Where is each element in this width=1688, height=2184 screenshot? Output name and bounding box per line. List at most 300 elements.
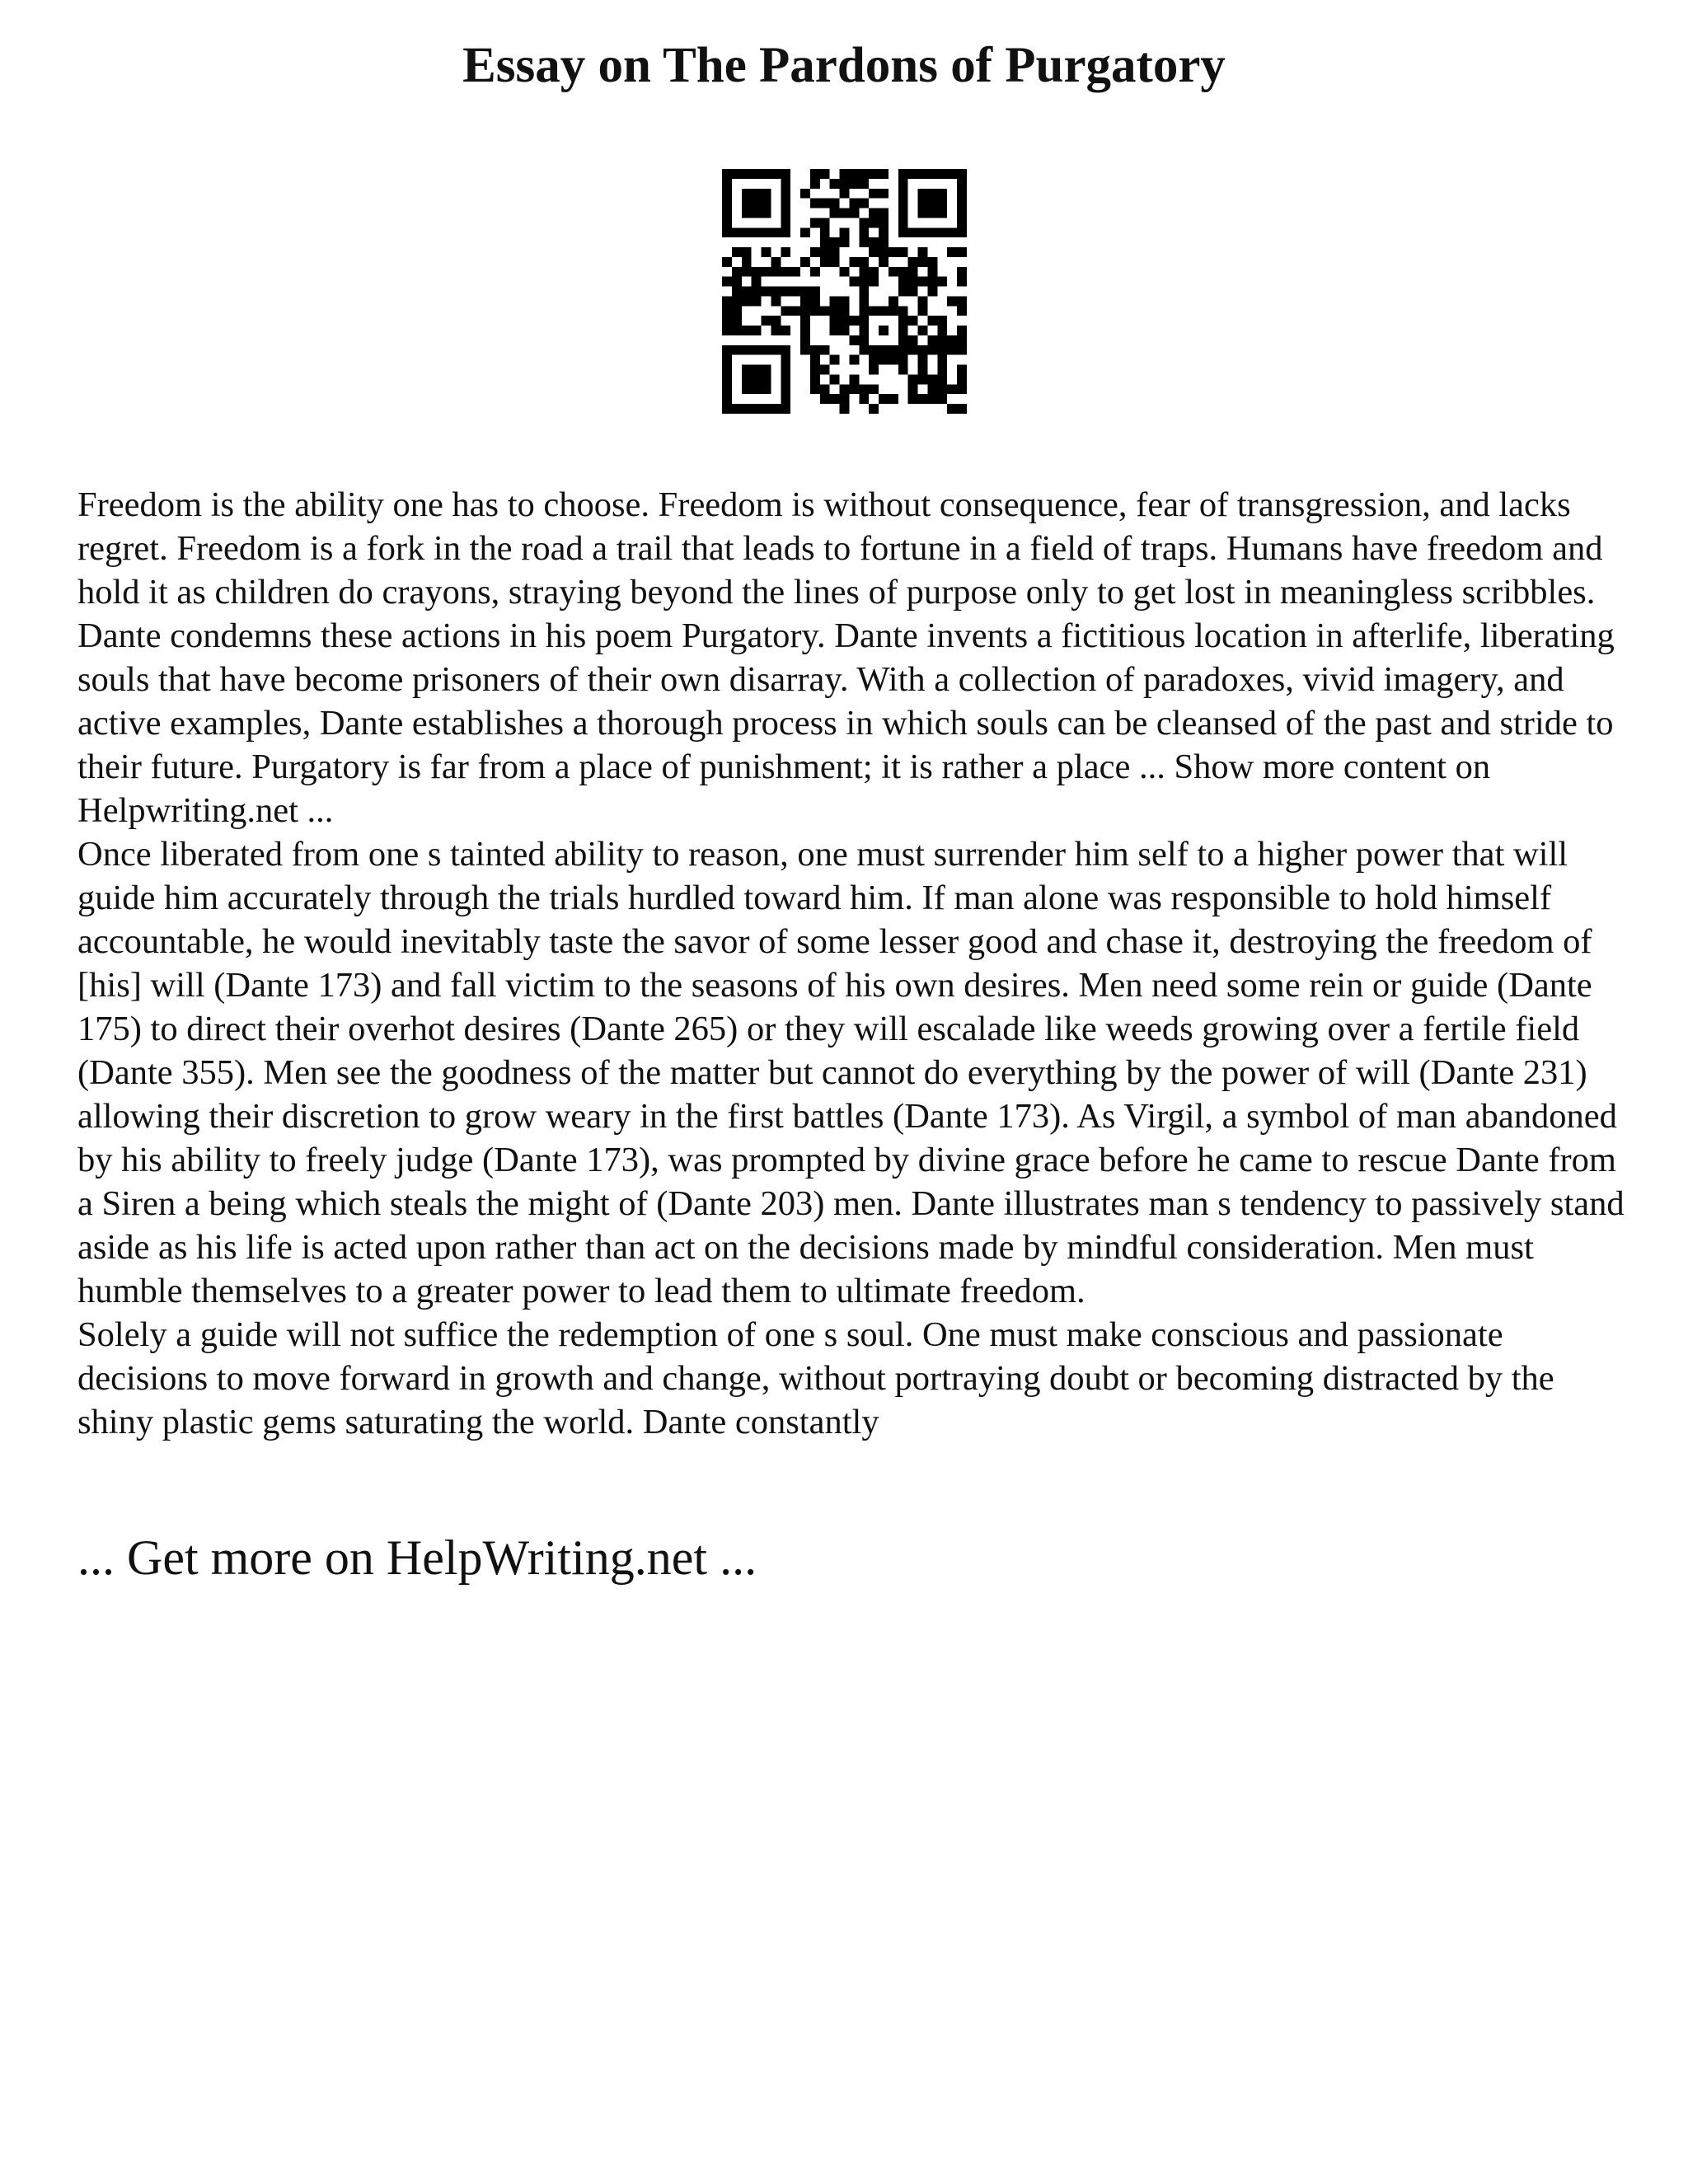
qr-module — [879, 247, 889, 257]
qr-module — [849, 199, 859, 209]
qr-module — [957, 345, 967, 355]
qr-module — [722, 404, 732, 414]
qr-module — [820, 218, 830, 227]
qr-module — [957, 404, 967, 414]
qr-module — [781, 169, 790, 179]
qr-module — [849, 257, 859, 267]
qr-module — [859, 257, 869, 267]
qr-module — [957, 267, 967, 277]
qr-module — [947, 404, 957, 414]
qr-module — [908, 287, 918, 297]
qr-module — [781, 384, 790, 394]
qr-module — [898, 227, 908, 237]
qr-module — [859, 394, 869, 404]
qr-module — [927, 189, 937, 199]
qr-module — [889, 345, 898, 355]
qr-code-graphic — [722, 169, 967, 414]
qr-module — [762, 316, 771, 326]
qr-module — [781, 326, 790, 335]
qr-module — [927, 384, 937, 394]
qr-module — [849, 374, 859, 384]
qr-module — [849, 179, 859, 189]
qr-module — [859, 227, 869, 237]
qr-module — [937, 209, 947, 218]
qr-module — [722, 306, 732, 316]
qr-module — [752, 209, 762, 218]
qr-module — [889, 296, 898, 306]
qr-module — [957, 189, 967, 199]
qr-module — [869, 277, 879, 287]
qr-module — [830, 199, 840, 209]
qr-module — [918, 355, 928, 365]
qr-module — [927, 209, 937, 218]
qr-module — [810, 247, 820, 257]
essay-paragraph-3: Solely a guide will not suffice the redemption of one s soul. One must make conscious and passionate decisions to move forward in growth and change, without portraying doubt or becoming distracted by the shiny plastic gems saturating the world. Dante constantly — [77, 1315, 1554, 1441]
qr-module — [820, 169, 830, 179]
qr-module — [722, 296, 732, 306]
qr-module — [918, 227, 928, 237]
qr-module — [732, 267, 742, 277]
qr-module — [742, 287, 752, 297]
qr-module — [859, 277, 869, 287]
qr-module — [898, 209, 908, 218]
qr-module — [908, 316, 918, 326]
qr-module — [830, 394, 840, 404]
qr-module — [800, 306, 810, 316]
qr-module — [722, 199, 732, 209]
qr-module — [918, 306, 928, 316]
qr-module — [937, 345, 947, 355]
qr-module — [810, 306, 820, 316]
qr-module — [840, 209, 850, 218]
qr-module — [820, 257, 830, 267]
qr-module — [869, 355, 879, 365]
qr-module — [781, 209, 790, 218]
qr-module — [781, 355, 790, 365]
qr-module — [722, 345, 732, 355]
qr-module — [752, 365, 762, 375]
qr-module — [869, 237, 879, 247]
qr-module — [898, 306, 908, 316]
qr-module — [927, 227, 937, 237]
qr-module — [742, 267, 752, 277]
qr-module — [957, 199, 967, 209]
qr-module — [810, 218, 820, 227]
qr-module — [869, 267, 879, 277]
qr-module — [898, 345, 908, 355]
qr-module — [859, 237, 869, 247]
qr-module — [752, 374, 762, 384]
qr-module — [937, 365, 947, 375]
qr-module — [918, 199, 928, 209]
qr-module — [918, 247, 928, 257]
qr-module — [762, 199, 771, 209]
qr-module — [937, 335, 947, 345]
qr-module — [918, 277, 928, 287]
qr-module — [918, 374, 928, 384]
qr-module — [859, 296, 869, 306]
qr-module — [937, 316, 947, 326]
qr-module — [771, 316, 781, 326]
qr-module — [830, 296, 840, 306]
qr-module — [889, 355, 898, 365]
qr-module — [742, 209, 752, 218]
qr-module — [722, 209, 732, 218]
qr-module — [918, 365, 928, 375]
qr-module — [771, 404, 781, 414]
qr-module — [781, 306, 790, 316]
qr-module — [742, 189, 752, 199]
qr-module — [927, 277, 937, 287]
qr-module — [742, 227, 752, 237]
qr-module — [830, 179, 840, 189]
qr-module — [752, 277, 762, 287]
qr-module — [898, 169, 908, 179]
qr-module — [732, 247, 742, 257]
qr-module — [732, 296, 742, 306]
qr-module — [849, 335, 859, 345]
qr-module — [830, 355, 840, 365]
qr-module — [742, 296, 752, 306]
qr-module — [752, 199, 762, 209]
qr-module — [957, 209, 967, 218]
qr-module — [781, 365, 790, 375]
qr-module — [781, 189, 790, 199]
qr-module — [937, 384, 947, 394]
qr-module — [849, 384, 859, 394]
qr-module — [781, 374, 790, 384]
qr-module — [957, 296, 967, 306]
qr-module — [957, 277, 967, 287]
qr-module — [849, 209, 859, 218]
qr-module — [732, 316, 742, 326]
qr-module — [869, 384, 879, 394]
qr-module — [898, 355, 908, 365]
qr-module — [771, 227, 781, 237]
qr-module — [781, 179, 790, 189]
qr-module — [957, 374, 967, 384]
qr-module — [840, 404, 850, 414]
qr-module — [927, 257, 937, 267]
qr-module — [722, 169, 732, 179]
document-title: Essay on The Pardons of Purgatory — [462, 38, 1226, 93]
qr-module — [840, 306, 850, 316]
qr-module — [869, 247, 879, 257]
qr-module — [742, 365, 752, 375]
essay-paragraph-2: Once liberated from one s tainted ability to reason, one must surrender him self to a higher power that will guide him accurately through the trials hurdled toward him. If man alone was responsible to hold himself accountable, he would inevitably taste the savor of some lesser good and chase it, destroying the freedom of [his] will (Dante 173) and fall victim to the seasons of his own desires. Men need some rein or guide (Dante 175) to direct their overhot desires (Dante 265) or they will escalade like weeds growing over a fertile field (Dante 355). Men see the goodness of the matter but cannot do everything by the power of will (Dante 231) allowing their discretion to grow weary in the first battles (Dante 173). As Virgil, a symbol of man abandoned by his ability to freely judge (Dante 173), was prompted by divine grace before he came to rescue Dante from a Siren a being which steals the might of (Dante 203) men. Dante illustrates man s tendency to passively stand aside as his life is acted upon rather than act on the decisions made by mindful consideration. Men must humble themselves to a greater power to lead them to ultimate freedom. — [77, 835, 1625, 1310]
get-more-link[interactable]: ... Get more on HelpWriting.net ... — [77, 1530, 757, 1585]
qr-module — [781, 404, 790, 414]
qr-module — [849, 316, 859, 326]
qr-module — [722, 277, 732, 287]
qr-module — [898, 218, 908, 227]
qr-module — [957, 227, 967, 237]
qr-module — [752, 227, 762, 237]
qr-module — [840, 384, 850, 394]
qr-module — [830, 316, 840, 326]
qr-module — [879, 394, 889, 404]
qr-module — [957, 169, 967, 179]
qr-module — [840, 179, 850, 189]
qr-module — [820, 394, 830, 404]
qr-module — [762, 365, 771, 375]
qr-module — [752, 326, 762, 335]
qr-module — [879, 169, 889, 179]
qr-module — [830, 257, 840, 267]
qr-module — [927, 335, 937, 345]
qr-module — [722, 227, 732, 237]
qr-module — [742, 374, 752, 384]
qr-module — [781, 218, 790, 227]
qr-module — [790, 267, 800, 277]
qr-module — [889, 394, 898, 404]
qr-module — [869, 169, 879, 179]
qr-module — [762, 287, 771, 297]
qr-module — [840, 316, 850, 326]
qr-module — [908, 374, 918, 384]
qr-module — [771, 296, 781, 306]
qr-module — [732, 306, 742, 316]
qr-code-icon[interactable] — [722, 169, 967, 414]
qr-module — [937, 169, 947, 179]
qr-module — [869, 306, 879, 316]
qr-module — [722, 326, 732, 335]
qr-module — [927, 199, 937, 209]
qr-module — [762, 209, 771, 218]
qr-module — [820, 247, 830, 257]
qr-module — [810, 345, 820, 355]
qr-module — [840, 169, 850, 179]
qr-module — [762, 169, 771, 179]
qr-module — [937, 199, 947, 209]
qr-module — [879, 227, 889, 237]
qr-module — [810, 296, 820, 306]
qr-module — [771, 267, 781, 277]
qr-module — [898, 179, 908, 189]
qr-module — [800, 335, 810, 345]
qr-module — [800, 316, 810, 326]
qr-module — [869, 404, 879, 414]
qr-module — [937, 326, 947, 335]
qr-module — [927, 316, 937, 326]
qr-module — [859, 267, 869, 277]
qr-module — [937, 394, 947, 404]
qr-module — [781, 345, 790, 355]
qr-module — [820, 199, 830, 209]
qr-module — [790, 287, 800, 297]
qr-module — [732, 277, 742, 287]
qr-module — [898, 335, 908, 345]
qr-module — [762, 267, 771, 277]
qr-module — [732, 227, 742, 237]
qr-module — [742, 345, 752, 355]
qr-module — [742, 326, 752, 335]
qr-module — [927, 169, 937, 179]
qr-module — [800, 227, 810, 237]
qr-module — [937, 277, 947, 287]
essay-body — [77, 483, 1627, 1444]
qr-module — [879, 355, 889, 365]
qr-module — [752, 404, 762, 414]
qr-module — [879, 345, 889, 355]
qr-module — [722, 384, 732, 394]
qr-module — [722, 257, 732, 267]
qr-module — [810, 365, 820, 375]
qr-module — [908, 384, 918, 394]
qr-module — [722, 179, 732, 189]
qr-module — [771, 345, 781, 355]
qr-module — [947, 296, 957, 306]
qr-module — [947, 384, 957, 394]
qr-module — [927, 394, 937, 404]
qr-module — [722, 374, 732, 384]
qr-module — [859, 335, 869, 345]
qr-module — [800, 257, 810, 267]
qr-module — [752, 345, 762, 355]
qr-module — [918, 189, 928, 199]
qr-module — [742, 404, 752, 414]
qr-module — [859, 199, 869, 209]
qr-module — [927, 345, 937, 355]
qr-module — [742, 199, 752, 209]
qr-module — [810, 199, 820, 209]
qr-module — [810, 169, 820, 179]
qr-module — [830, 374, 840, 384]
qr-module — [869, 365, 879, 375]
qr-module — [859, 316, 869, 326]
qr-module — [879, 326, 889, 335]
qr-module — [742, 384, 752, 394]
qr-module — [879, 209, 889, 218]
qr-module — [918, 296, 928, 306]
qr-module — [908, 227, 918, 237]
qr-module — [908, 267, 918, 277]
qr-module — [849, 277, 859, 287]
qr-module — [840, 326, 850, 335]
qr-module — [800, 296, 810, 306]
qr-module — [771, 257, 781, 267]
qr-module — [908, 394, 918, 404]
qr-module — [830, 247, 840, 257]
qr-module — [840, 267, 850, 277]
qr-module — [859, 287, 869, 297]
qr-module — [722, 218, 732, 227]
qr-module — [898, 247, 908, 257]
qr-module — [918, 169, 928, 179]
qr-module — [918, 257, 928, 267]
qr-module — [742, 169, 752, 179]
qr-module — [762, 227, 771, 237]
qr-module — [947, 247, 957, 257]
qr-module — [810, 267, 820, 277]
qr-module — [908, 345, 918, 355]
qr-module — [947, 227, 957, 237]
qr-module — [800, 326, 810, 335]
qr-module — [762, 247, 771, 257]
qr-module — [927, 267, 937, 277]
qr-module — [937, 227, 947, 237]
essay-paragraph-1: Freedom is the ability one has to choose. Freedom is without consequence, fear of transgression, and lacks regret. Freedom is a fork in the road a trail that leads to fortune in a field of traps. Humans have freedom and hold it as children do crayons, straying beyond the lines of purpose only to get lost in meaningless scribbles. Dante condemns these actions in his poem Purgatory. Dante invents a fictitious location in afterlife, liberating souls that have become prisoners of their own disarray. With a collection of paradoxes, vivid imagery, and active examples, Dante establishes a thorough process in which souls can be cleansed of the past and stride to their future. Purgatory is far from a place of punishment; it is rather a place ... Show more content on Helpwriting.net ... — [77, 485, 1615, 830]
qr-module — [752, 384, 762, 394]
qr-module — [830, 209, 840, 218]
qr-module — [918, 345, 928, 355]
qr-module — [722, 394, 732, 404]
qr-module — [957, 247, 967, 257]
qr-module — [722, 365, 732, 375]
qr-module — [820, 306, 830, 316]
qr-module — [908, 335, 918, 345]
qr-module — [810, 179, 820, 189]
qr-module — [908, 257, 918, 267]
qr-module — [840, 227, 850, 237]
qr-module — [957, 384, 967, 394]
qr-module — [859, 384, 869, 394]
qr-module — [957, 306, 967, 316]
qr-module — [879, 237, 889, 247]
qr-module — [820, 365, 830, 375]
qr-module — [722, 316, 732, 326]
qr-module — [732, 326, 742, 335]
qr-module — [859, 218, 869, 227]
qr-module — [732, 287, 742, 297]
qr-module — [732, 169, 742, 179]
qr-module — [771, 169, 781, 179]
qr-module — [957, 365, 967, 375]
qr-module — [879, 218, 889, 227]
qr-module — [781, 267, 790, 277]
qr-module — [840, 296, 850, 306]
qr-module — [830, 237, 840, 247]
qr-module — [937, 374, 947, 384]
qr-module — [800, 287, 810, 297]
qr-module — [937, 189, 947, 199]
qr-module — [732, 345, 742, 355]
qr-module — [742, 247, 752, 257]
qr-module — [947, 169, 957, 179]
qr-module — [937, 355, 947, 365]
qr-module — [849, 169, 859, 179]
qr-module — [918, 326, 928, 335]
qr-module — [781, 247, 790, 257]
qr-module — [830, 326, 840, 335]
qr-module — [879, 189, 889, 199]
qr-module — [810, 374, 820, 384]
qr-module — [898, 267, 908, 277]
qr-module — [889, 306, 898, 316]
qr-module — [781, 199, 790, 209]
qr-module — [722, 355, 732, 365]
qr-module — [859, 306, 869, 316]
qr-module — [918, 394, 928, 404]
qr-module — [722, 189, 732, 199]
qr-module — [800, 345, 810, 355]
qr-module — [869, 218, 879, 227]
qr-module — [908, 169, 918, 179]
qr-module — [957, 218, 967, 227]
qr-module — [889, 247, 898, 257]
qr-module — [820, 237, 830, 247]
qr-module — [947, 345, 957, 355]
qr-module — [820, 384, 830, 394]
qr-module — [752, 267, 762, 277]
qr-module — [859, 345, 869, 355]
qr-module — [781, 227, 790, 237]
qr-module — [908, 277, 918, 287]
qr-module — [957, 179, 967, 189]
qr-module — [918, 209, 928, 218]
qr-module — [840, 189, 850, 199]
qr-module — [771, 287, 781, 297]
